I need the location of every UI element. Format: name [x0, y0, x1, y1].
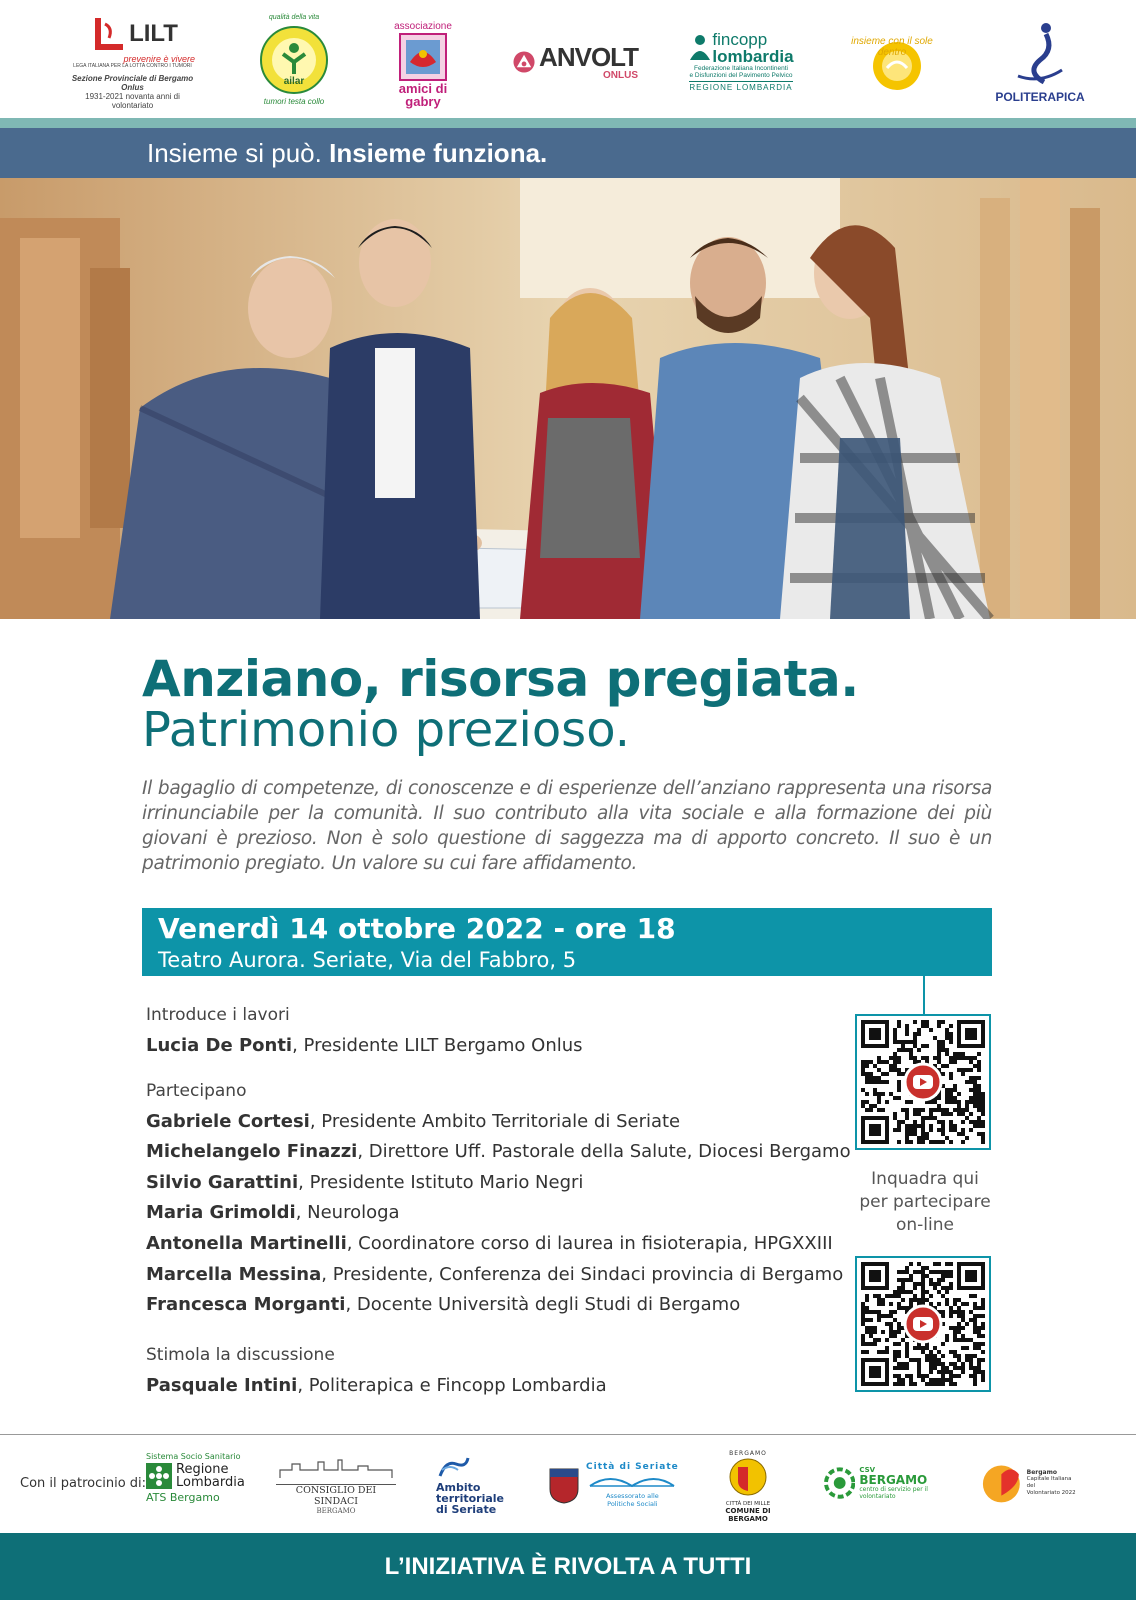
seriate-name: Città di Seriate	[586, 1462, 679, 1472]
lilt-line1: LEGA ITALIANA PER LA LOTTA CONTRO I TUMORI	[73, 62, 192, 69]
regione-lombardia-logo	[146, 1452, 254, 1504]
lilt-line3: 1931-2021 novanta anni di volontariato	[85, 91, 180, 110]
anvolt-logo	[513, 14, 638, 110]
participant-role: , Presidente, Conferenza dei Sindaci provincia di Bergamo	[321, 1263, 844, 1285]
logo-strip	[0, 0, 1136, 118]
gabry-line1: associazione	[394, 20, 452, 32]
intro-paragraph: Il bagaglio di competenze, di conoscenze e di esperienze dell’anziano rappresenta una risorsa irrinunciabile per la comunità. Il suo contributo alla vita sociale e alla formazione dei più giovani è prezioso. Non è solo questione di saggezza ma di apporto concreto. Il suo è un patrimonio pregiato. Un valore su cui fare affidamento.	[142, 778, 992, 874]
csv-mark-icon	[824, 1467, 855, 1499]
tagline-part2: Insieme funziona.	[329, 138, 548, 168]
footer-divider	[0, 1434, 1136, 1435]
speaker-role: , Presidente LILT Bergamo Onlus	[292, 1034, 583, 1056]
participant-role: , Neurologa	[295, 1202, 400, 1224]
participant-role: , Presidente Ambito Territoriale di Seriate	[309, 1110, 681, 1132]
participant-row	[146, 1198, 851, 1229]
ailar-ring-bottom: tumori testa collo	[263, 97, 325, 106]
seriate-sub2: Politiche Sociali	[607, 1500, 658, 1508]
sindaci-city: BERGAMO	[316, 1507, 356, 1515]
ambito-seriate-logo	[436, 1456, 516, 1515]
participant-name: Maria Grimoldi	[146, 1202, 296, 1224]
politerapica-figure-icon	[1010, 20, 1070, 90]
patrocinio-label: Con il patrocinio di:	[20, 1476, 147, 1491]
lilt-logo	[70, 14, 195, 110]
speaker-name: Lucia De Ponti	[146, 1034, 293, 1056]
amici-di-gabry-logo	[390, 16, 456, 112]
tagline-part1: Insieme si può.	[147, 138, 322, 168]
sole-text: insieme con il sole dentro	[851, 36, 933, 58]
participant-name: Gabriele Cortesi	[146, 1110, 310, 1132]
comune-mid: CITTÀ DEI MILLE	[725, 1501, 771, 1507]
capitale-heart-icon	[980, 1462, 1025, 1504]
bridge-icon	[588, 1472, 676, 1488]
capitale-line1: Bergamo	[1026, 1469, 1057, 1476]
fincopp-name2: lombardia	[712, 46, 794, 66]
ambito-line2: territoriale	[436, 1492, 505, 1505]
fincopp-sub1: Federazione Italiana Incontinenti	[694, 64, 788, 72]
participant-role: , Presidente Istituto Mario Negri	[298, 1171, 584, 1193]
csv-sub: centro di servizio per il volontariato	[859, 1486, 928, 1500]
participant-row	[146, 1260, 851, 1291]
fincopp-logo	[686, 14, 796, 110]
page-subtitle: Patrimonio prezioso.	[142, 702, 630, 758]
intro-speaker	[146, 1031, 583, 1062]
participant-name: Francesca Morganti	[146, 1294, 346, 1316]
citta-seriate-logo	[548, 1462, 682, 1508]
participant-role: , Docente Università degli Studi di Bergamo	[345, 1294, 741, 1316]
lilt-line2: Sezione Provinciale di Bergamo Onlus	[71, 74, 194, 92]
speaker-role: , Politerapica e Fincopp Lombardia	[297, 1374, 607, 1396]
workshop-scene-image	[0, 178, 1136, 619]
regione-rose-icon	[146, 1463, 172, 1489]
participant-row	[146, 1107, 851, 1138]
participant-row	[146, 1137, 851, 1168]
program-participants-section	[146, 1076, 851, 1321]
regione-sub: ATS Bergamo	[146, 1491, 220, 1504]
comune-bergamo-logo	[708, 1450, 788, 1523]
event-date: Venerdì 14 ottobre 2022 - ore 18	[158, 912, 676, 945]
ailar-ring-top: qualità della vita	[268, 14, 320, 21]
csv-name1: CSV	[859, 1466, 876, 1474]
participant-row	[146, 1168, 851, 1199]
gabry-emblem-icon	[398, 32, 448, 82]
footer-banner: L’INIZIATIVA È RIVOLTA A TUTTI	[0, 1533, 1136, 1600]
regione-top: Sistema Socio Sanitario	[146, 1452, 241, 1461]
regione-name1: Regione	[176, 1462, 229, 1477]
ambito-line3: di Seriate	[436, 1503, 497, 1516]
ailar-emblem-icon	[259, 22, 329, 102]
qr-pattern-icon	[861, 1262, 985, 1386]
comune-name: COMUNE DI BERGAMO	[725, 1507, 771, 1523]
regione-name2: Lombardia	[176, 1475, 245, 1490]
csv-name2: BERGAMO	[859, 1473, 928, 1487]
qr-caption-line1: Inquadra qui	[871, 1169, 979, 1189]
participant-role: , Coordinatore corso di laurea in fisioterapia, HPGXXIII	[346, 1232, 833, 1254]
fincopp-sub2: e Disfunzioni del Pavimento Pelvico	[689, 72, 793, 80]
participant-name: Michelangelo Finazzi	[146, 1141, 358, 1163]
fincopp-name1: fincopp	[712, 29, 768, 49]
ambito-line1: Ambito	[436, 1481, 481, 1494]
comune-top: BERGAMO	[729, 1450, 767, 1457]
csv-bergamo-logo	[824, 1466, 964, 1500]
politerapica-name: POLITERAPICA	[995, 90, 1085, 104]
qr-caption-line3: on-line	[896, 1215, 954, 1235]
teal-divider	[0, 118, 1136, 128]
seriate-sub1: Assessorato alle	[605, 1492, 659, 1500]
discussion-label: Stimola la discussione	[146, 1345, 335, 1365]
lilt-mark-icon	[87, 14, 127, 54]
discussion-speaker	[146, 1371, 607, 1402]
consiglio-sindaci-logo	[276, 1458, 396, 1515]
gabry-line3: gabry	[405, 93, 441, 109]
participants-label: Partecipano	[146, 1081, 247, 1101]
participant-role: , Direttore Uff. Pastorale della Salute, Diocesi Bergamo	[357, 1141, 851, 1163]
bergamo-crest-icon	[726, 1457, 770, 1497]
anvolt-mark-icon	[513, 39, 535, 85]
ailar-name: ailar	[283, 76, 305, 87]
participant-name: Marcella Messina	[146, 1263, 322, 1285]
program-discussion-section	[146, 1340, 607, 1401]
anvolt-sub: ONLUS	[603, 69, 638, 81]
anvolt-name: ANVOLT	[539, 41, 638, 72]
insieme-sole-logo	[848, 14, 938, 110]
capitale-line2: Capitale Italiana del	[1026, 1476, 1072, 1489]
qr-code-top[interactable]	[855, 1014, 991, 1150]
qr-caption	[855, 1168, 995, 1237]
capitale-volontariato-logo	[980, 1462, 1080, 1504]
sindaci-name: CONSIGLIO DEI SINDACI	[276, 1484, 396, 1507]
event-date-box	[142, 908, 992, 976]
tagline-bar	[0, 128, 1136, 178]
fincopp-figure-icon	[688, 34, 712, 62]
skyline-icon	[278, 1458, 394, 1480]
lilt-tagline: prevenire è vivere	[123, 53, 195, 64]
speaker-name: Pasquale Intini	[146, 1374, 298, 1396]
fincopp-region: REGIONE LOMBARDIA	[689, 83, 793, 93]
event-venue: Teatro Aurora. Seriate, Via del Fabbro, 5	[158, 948, 577, 972]
participant-row	[146, 1290, 851, 1321]
ambito-mark-icon	[436, 1456, 470, 1478]
participant-name: Silvio Garattini	[146, 1171, 299, 1193]
gabry-line2: amici di	[398, 80, 448, 96]
page-title: Anziano, risorsa pregiata.	[142, 650, 859, 708]
seriate-crest-icon	[548, 1465, 580, 1505]
program-intro-section	[146, 1000, 583, 1061]
qr-code-bottom[interactable]	[855, 1256, 991, 1392]
ailar-logo	[258, 14, 330, 110]
hero-photo	[0, 178, 1136, 619]
participant-row	[146, 1229, 851, 1260]
qr-pattern-icon	[861, 1020, 985, 1144]
participant-name: Antonella Martinelli	[146, 1232, 347, 1254]
intro-label: Introduce i lavori	[146, 1005, 290, 1025]
politerapica-logo	[990, 14, 1090, 110]
qr-caption-line2: per partecipare	[859, 1192, 991, 1212]
capitale-line3: Volontariato 2022	[1026, 1490, 1076, 1496]
lilt-name: LILT	[129, 19, 178, 47]
connector-line	[923, 976, 925, 1014]
